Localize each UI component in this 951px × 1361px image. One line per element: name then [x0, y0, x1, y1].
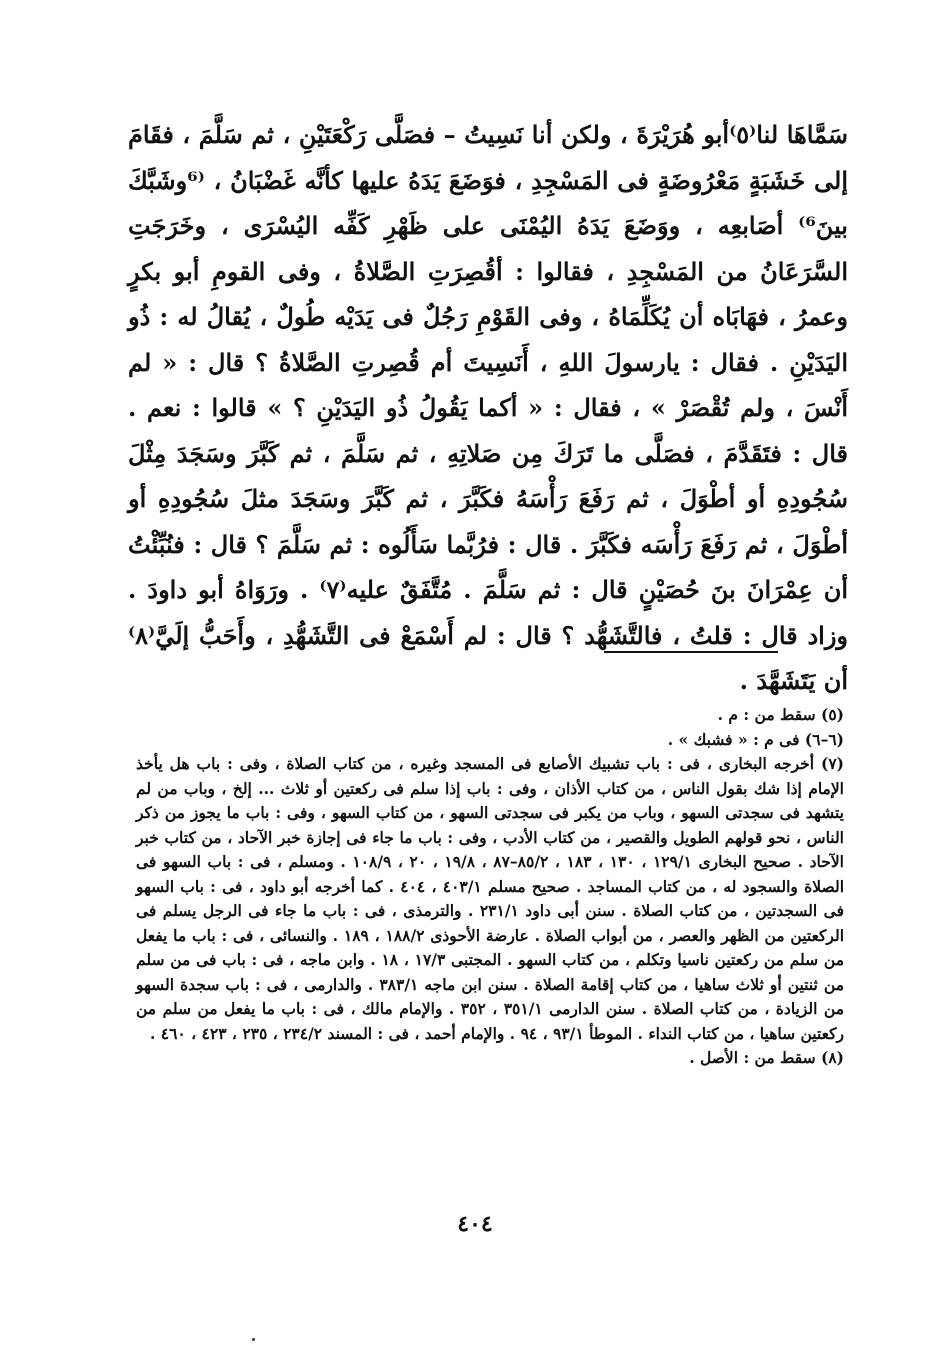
- footnote-6: (٦–٦) فى م : « فشبك » .: [667, 729, 844, 749]
- footnote-8: (٨) سقط من : الأصل .: [689, 1048, 844, 1067]
- footnotes-block: [136, 703, 844, 1071]
- scan-speck: [252, 1338, 255, 1341]
- main-paragraph: سَمَّاهَا لنا⁽٥⁾أبو هُرَيْرَةَ ، ولكن أنا نَسِيتُ – فصَلَّى رَكْعَتَيْنِ ، ثم سَلَّمَ ، فقَامَ إلى خَشَبَةٍ مَعْرُوضَةٍ فى المَسْجِدِ ، فوَضَعَ يَدَهُ عليها كأنَّه غَضْبَانُ ، ⁽⁶وشَبَّكَ بينَ⁶⁾ أصَابعِه ، ووَضَعَ يَدَهُ اليُمْنَى على ظَهْرِ كَفِّه اليُسْرَى ، وخَرَجَتِ السَّرَعَانُ من المَسْجِدِ ، فقالوا : أقُصِرَتِ الصَّلاةُ ، وفى القومِ أبو بكرٍ وعمرُ ، فهَابَاه أن يُكَلِّمَاهُ ، وفى القَوْمِ رَجُلٌ فى يَدَيْه طُولٌ ، يُقالُ له : ذُو اليَدَيْنِ . فقال : يارسولَ اللهِ ، أَنَسِيتَ أم قُصِرتِ الصَّلاةُ ؟ قال : « لم أَنْسَ ، ولم تُقْصَرْ » ، فقال : « أكما يَقُولُ ذُو اليَدَيْنِ ؟ » قالوا : نعم . قال : فتَقَدَّمَ ، فصَلَّى ما تَرَكَ مِن صَلاتِهِ ، ثم سَلَّمَ ، ثم كَبَّرَ وسَجَدَ مِثْلَ سُجُودِهِ أو أطْوَلَ ، ثم رَفَعَ رَأْسَهُ فكَبَّرَ ، ثم كَبَّرَ وسَجَدَ مثلَ سُجُودِهِ أو أطْوَلَ ، ثم رَفَعَ رَأْسَه فكَبَّرَ . قال : فرُبَّما سَأَلُوه : ثم سَلَّمَ ؟ قال : فنُبِّئْتُ أن عِمْرَانَ بنَ حُصَيْنٍ قال : ثم سَلَّمَ . مُتَّفَقٌ عليه⁽٧⁾ . ورَوَاهُ أبو داودَ . وزاد قال : قلتُ ، فالتَّشَهُّد ؟ قال : لم أَسْمَعْ فى التَّشَهُّدِ ، وأَحَبُّ إلَيَّ⁽٨⁾ أن يَتَشَهَّدَ .: [128, 120, 849, 695]
- main-text-block: [128, 112, 848, 704]
- footnote-5: (٥) سقط من : م .: [717, 705, 844, 724]
- footnote-7: (٧) أخرجه البخارى ، فى : باب تشبيك الأصابع فى المسجد وغيره ، من كتاب الصلاة ، وفى : باب هل يأخذ الإمام إذا شك بقول الناس ، من كتاب الأذان ، وفى : باب إذا سلم فى ركعتين أو ثلاث ... إلخ ، وباب من لم يتشهد فى سجدتى السهو ، وباب من يكبر فى سجدتى السهو ، من كتاب السهو ، وفى : باب ما يجوز من ذكر الناس ، نحو قولهم الطويل والقصير ، من كتاب الأدب ، وفى : باب ما جاء فى إجازة خبر الآحاد ، من كتاب خبر الآحاد . صحيح البخارى ١٢٩/١ ، ١٣٠ ، ١٨٣ ، ٨٥/٢–٨٧ ، ١٩/٨ ، ٢٠ ، ١٠٨/٩ . ومسلم ، فى : باب السهو فى الصلاة والسجود له ، من كتاب المساجد . صحيح مسلم ٤٠٣/١ ، ٤٠٤ . كما أخرجه أبو داود ، فى : باب السهو فى السجدتين ، من كتاب الصلاة . سنن أبى داود ٢٣١/١ . والترمذى ، فى : باب ما جاء فى الرجل يسلم فى الركعتين من الظهر والعصر ، من أبواب الصلاة . عارضة الأحوذى ١٨٨/٢ ، ١٨٩ . والنسائى ، فى : باب ما يفعل من سلم من ركعتين ناسيا وتكلم ، من كتاب السهو . المجتبى ١٧/٣ ، ١٨ . وابن ماجه ، فى : باب فى من سلم من ثنتين أو ثلاث ساهيا ، من كتاب إقامة الصلاة . سنن ابن ماجه ٣٨٣/١ . والدارمى ، فى : باب سجدة السهو من الزيادة ، من كتاب الصلاة . سنن الدارمى ٣٥١/١ ، ٣٥٢ . والإمام مالك ، فى : باب ما يفعل من سلم من ركعتين ساهيا ، من كتاب النداء . الموطأ ٩٣/١ ، ٩٤ . والإمام أحمد ، فى : المسند ٢٣٤/٢ ، ٢٣٥ ، ٤٢٣ ، ٤٦٠ .: [136, 754, 845, 1043]
- page-number: ٤٠٤: [457, 1211, 493, 1237]
- footnote-separator: [604, 651, 778, 653]
